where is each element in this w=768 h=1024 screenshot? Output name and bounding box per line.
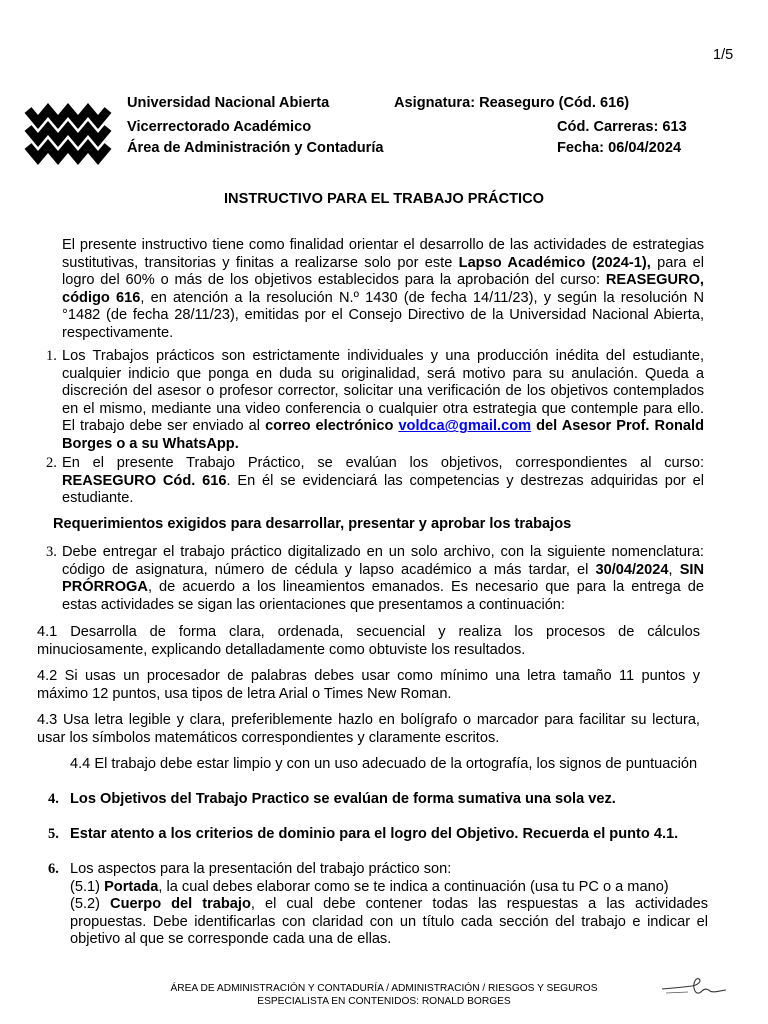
fecha: Fecha: 06/04/2024 <box>557 140 682 156</box>
subpoint-4-1: 4.1 Desarrolla de forma clara, ordenada, secuencial y realiza los procesos de cálculos minuciosamente, explicando detalladamente como obtuviste los resultados. <box>37 624 700 658</box>
item-3-text: Debe entregar el trabajo práctico digitalizado en un solo archivo, con la siguiente nomenclatura: código de asignatura, número de cédula y lapso académico a más tardar, el 30/04/2024, SIN PRÓRROGA, de acuerdo a los lineamientos emanados. Es necesario que para la entrega de estas actividades se sigan las orientaciones que presentamos a continuación: <box>62 544 705 613</box>
item-number: 5. <box>48 826 59 842</box>
item-number: 6. <box>48 861 59 877</box>
item-6-cuerpo: (5.2) Cuerpo del trabajo, el cual debe contener todas las respuestas a las actividades propuestas. Debe identificarlas con claridad con un título cada sección del trabajo e indicar el objetivo al que se corresponde cada una de ellas. <box>70 896 708 948</box>
cod-carreras: Cód. Carreras: 613 <box>557 119 687 135</box>
subpoint-4-3: 4.3 Usa letra legible y clara, preferiblemente hazlo en bolígrafo o marcador para facilitar su lectura, usar los símbolos matemáticos correspondientes y claramente escritos. <box>37 712 700 746</box>
item-number: 2. <box>46 455 57 471</box>
area-name: Área de Administración y Contaduría <box>127 140 384 156</box>
intro-paragraph: El presente instructivo tiene como finalidad orientar el desarrollo de las actividades de estrategias sustitutivas, transitorias y finitas a realizarse solo por este Lapso Académico (2024-1), para el logro del 60% o más de los objetivos establecidos para la aprobación del curso: REASEGURO, código 616, en atención a la resolución N.º 1430 (de fecha 14/11/23), y según la resolución N °1482 (de fecha 28/11/23), emitidas por el Consejo Directivo de la Universidad Nacional Abierta, respectivamente. <box>62 237 704 341</box>
item-number: 3. <box>46 544 57 560</box>
item-6-intro: Los aspectos para la presentación del trabajo práctico son: <box>70 861 452 877</box>
item-6-portada: (5.1) Portada, la cual debes elaborar como se te indica a continuación (usa tu PC o a mano) <box>70 878 669 895</box>
footer-line-1: ÁREA DE ADMINISTRACIÓN Y CONTADURÍA / ADMINISTRACIÓN / RIESGOS Y SEGUROS <box>170 983 598 994</box>
subpoint-4-2: 4.2 Si usas un procesador de palabras debes usar como mínimo una letra tamaño 11 puntos y máximo 12 puntos, usa tipos de letra Arial o Times New Roman. <box>37 668 700 702</box>
subpoint-4-4: 4.4 El trabajo debe estar limpio y con un uso adecuado de la ortografía, los signos de puntuación <box>70 756 698 772</box>
asignatura: Asignatura: Reaseguro (Cód. 616) <box>394 95 630 111</box>
requirements-heading: Requerimientos exigidos para desarrollar, presentar y aprobar los trabajos <box>53 516 572 532</box>
signature-icon <box>658 974 728 1000</box>
vicerrectorado: Vicerrectorado Académico <box>127 119 312 135</box>
email-link[interactable]: voldca@gmail.com <box>398 418 532 435</box>
item-number: 4. <box>48 791 59 807</box>
item-1-text: Los Trabajos prácticos son estrictamente individuales y una producción inédita del estudiante, cualquier indicio que ponga en duda su originalidad, será motivo para su anulación. Queda a discreción del asesor o profesor corrector, solicitar una verificación de los objetivos contemplados en el mismo, mediante una video conferencia o cualquier otra estrategia que contemple para ello. El trabajo debe ser enviado al correo electrónico voldca@gmail.com del Asesor Prof. Ronald Borges o a su WhatsApp. <box>62 348 704 452</box>
item-6-block <box>70 861 708 949</box>
university-logo-icon <box>22 100 114 166</box>
item-number: 1. <box>46 348 57 364</box>
item-4-text: Los Objetivos del Trabajo Practico se evalúan de forma sumativa una sola vez. <box>70 791 616 807</box>
footer-line-2: ESPECIALISTA EN CONTENIDOS: RONALD BORGES <box>257 996 511 1007</box>
page-title: INSTRUCTIVO PARA EL TRABAJO PRÁCTICO <box>224 191 544 207</box>
university-name: Universidad Nacional Abierta <box>127 95 330 111</box>
page-number: 1/5 <box>713 47 734 63</box>
item-2-text: En el presente Trabajo Práctico, se evalúan los objetivos, correspondientes al curso: REASEGURO Cód. 616. En él se evidenciará las competencias y destrezas adquiridas por el estudiante. <box>62 455 704 507</box>
item-5-text: Estar atento a los criterios de dominio para el logro del Objetivo. Recuerda el punto 4.1. <box>70 826 679 842</box>
